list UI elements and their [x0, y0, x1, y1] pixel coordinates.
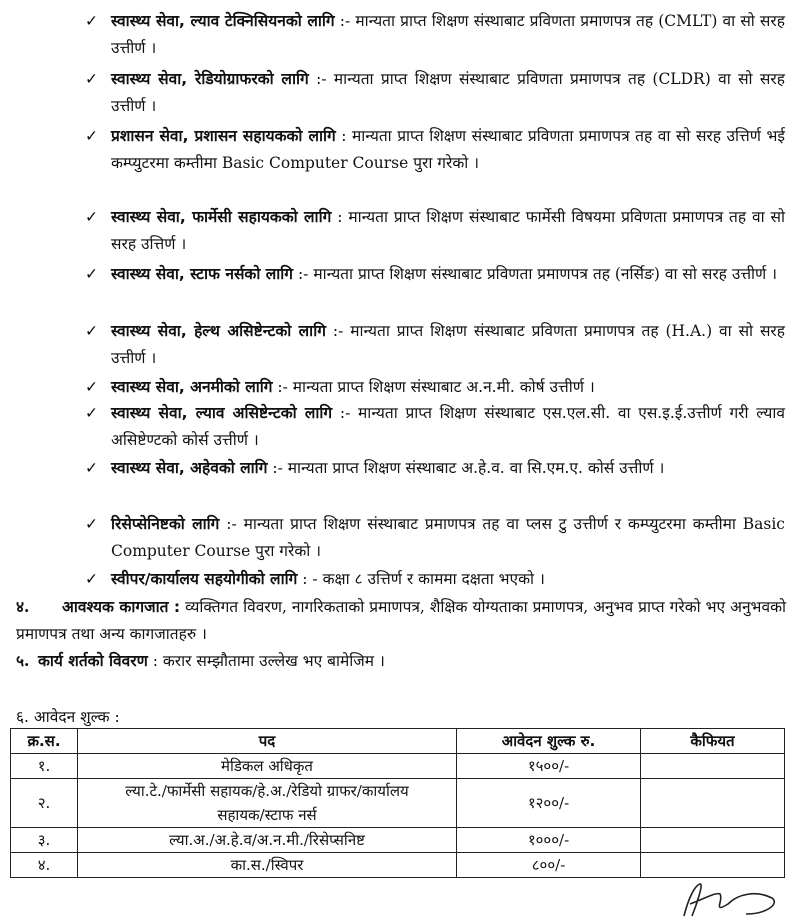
cell-fee: १०००/- [457, 828, 641, 853]
cell-post: ल्या.टे./फार्मेसी सहायक/हे.अ./रेडियो ग्राफर/कार्यालय सहायक/स्टाफ नर्स [78, 779, 457, 828]
item-text: : मान्यता प्राप्त शिक्षण संस्थाबाट फार्मेसी विषयमा प्रविणता प्रमाणपत्र तह वा सो सरह उत्तिर्ण । [111, 208, 785, 253]
cell-fee: १५००/- [457, 754, 641, 779]
item-label: स्वास्थ्य सेवा, अहेवको लागि [111, 459, 268, 477]
item-label: स्वास्थ्य सेवा, अनमीको लागि [111, 378, 273, 396]
item-text: :- मान्यता प्राप्त शिक्षण संस्थाबाट एस.एल.सी. वा एस.इ.ई.उत्तीर्ण गरी ल्याव असिष्टेण्टको कोर्स उत्तीर्ण । [111, 404, 785, 449]
list-item [85, 261, 785, 288]
item-text: :- मान्यता प्राप्त शिक्षण संस्थाबाट प्रविणता प्रमाणपत्र तह (CLDR) वा सो सरह उत्तीर्ण । [111, 70, 785, 115]
table-row [11, 853, 785, 878]
check-icon: ✓ [85, 459, 98, 477]
list-item [85, 511, 785, 565]
item-text: :- मान्यता प्राप्त शिक्षण संस्थाबाट अ.न.मी. कोर्ष उत्तीर्ण । [277, 378, 595, 396]
list-item [85, 204, 785, 258]
cell-sn: ४. [11, 853, 78, 878]
check-icon: ✓ [85, 570, 98, 588]
table-header-row [11, 729, 785, 754]
item-text: :- मान्यता प्राप्त शिक्षण संस्थाबाट प्रमाणपत्र तह वा प्लस टु उत्तीर्ण र कम्प्युटरमा कम्तीमा Basic Computer Course पुरा गरेको । [111, 515, 785, 560]
item-text: :- मान्यता प्राप्त शिक्षण संस्थाबाट प्रविणता प्रमाणपत्र तह (नर्सिङ) वा सो सरह उत्तीर्ण । [297, 265, 778, 283]
item-label: स्वास्थ्य सेवा, ल्याव असिष्टेन्टको लागि [111, 404, 333, 422]
item-label: स्वास्थ्य सेवा, फार्मेसी सहायकको लागि [111, 208, 332, 226]
check-icon: ✓ [85, 265, 98, 283]
cell-remark [641, 779, 785, 828]
item-text: :- मान्यता प्राप्त शिक्षण संस्थाबाट प्रविणता प्रमाणपत्र तह (H.A.) वा सो सरह उत्तीर्ण । [111, 322, 785, 367]
item-label: रिसेप्सेनिष्टको लागि [111, 515, 220, 533]
item-text: :- मान्यता प्राप्त शिक्षण संस्थाबाट अ.हे.व. वा सि.एम.ए. कोर्स उत्तीर्ण । [272, 459, 665, 477]
list-item [85, 455, 785, 482]
signature [676, 880, 786, 918]
item-text: : मान्यता प्राप्त शिक्षण संस्थाबाट प्रविणता प्रमाणपत्र तह वा सो सरह उत्तिर्ण भई कम्प्युटरमा कम्तीमा Basic Computer Course पुरा गरेको । [111, 127, 785, 172]
check-icon: ✓ [85, 322, 98, 340]
section-application-fee-title: ६. आवेदन शुल्क : [16, 708, 120, 726]
list-item [85, 374, 785, 401]
item-label: प्रशासन सेवा, प्रशासन सहायकको लागि [111, 127, 336, 145]
section-text: : करार सम्झौतामा उल्लेख भए बामेजिम । [152, 652, 385, 670]
section-text: व्यक्तिगत विवरण, नागरिकताको प्रमाणपत्र, शैक्षिक योग्यताका प्रमाणपत्र, अनुभव प्राप्त गरेको भए अनुभवको प्रमाणपत्र तथा अन्य कागजातहरु । [16, 598, 786, 643]
list-item [85, 66, 785, 120]
check-icon: ✓ [85, 378, 98, 396]
check-icon: ✓ [85, 70, 98, 88]
table-row [11, 754, 785, 779]
section-required-documents [16, 593, 786, 648]
check-icon: ✓ [85, 127, 98, 145]
list-item [85, 318, 785, 372]
cell-post: मेडिकल अधिकृत [78, 754, 457, 779]
item-label: स्वीपर/कार्यालय सहयोगीको लागि [111, 570, 298, 588]
cell-remark [641, 853, 785, 878]
item-label: स्वास्थ्य सेवा, स्टाफ नर्सको लागि [111, 265, 294, 283]
cell-fee: १२००/- [457, 779, 641, 828]
cell-sn: २. [11, 779, 78, 828]
check-icon: ✓ [85, 515, 98, 533]
header-sn: क्र.स. [11, 729, 78, 754]
table-row [11, 828, 785, 853]
item-text: : - कक्षा ८ उत्तिर्ण र काममा दक्षता भएको । [302, 570, 545, 588]
section-number: ४. [16, 597, 30, 616]
fee-table [10, 728, 785, 878]
table-row [11, 779, 785, 828]
header-fee: आवेदन शुल्क रु. [457, 729, 641, 754]
cell-remark [641, 754, 785, 779]
check-icon: ✓ [85, 12, 98, 30]
item-text: :- मान्यता प्राप्त शिक्षण संस्थाबाट प्रविणता प्रमाणपत्र तह (CMLT) वा सो सरह उत्तीर्ण । [111, 12, 785, 57]
check-icon: ✓ [85, 208, 98, 226]
list-item [85, 400, 785, 454]
list-item [85, 8, 785, 62]
cell-sn: १. [11, 754, 78, 779]
list-item [85, 566, 785, 593]
cell-post: ल्या.अ./अ.हे.व/अ.न.मी./रिसेप्सनिष्ट [78, 828, 457, 853]
header-remarks: कैफियत [641, 729, 785, 754]
item-label: स्वास्थ्य सेवा, ल्याव टेक्निसियनको लागि [111, 12, 335, 30]
section-work-conditions [16, 647, 786, 675]
check-icon: ✓ [85, 404, 98, 422]
section-label: आवश्यक कागजात : [62, 598, 181, 616]
item-label: स्वास्थ्य सेवा, रेडियोग्राफरको लागि [111, 70, 309, 88]
cell-remark [641, 828, 785, 853]
list-item [85, 123, 785, 177]
section-label: कार्य शर्तको विवरण [38, 652, 148, 670]
cell-fee: ८००/- [457, 853, 641, 878]
header-post: पद [78, 729, 457, 754]
section-number: ५. [16, 651, 30, 670]
item-label: स्वास्थ्य सेवा, हेल्थ असिष्टेन्टको लागि [111, 322, 326, 340]
cell-sn: ३. [11, 828, 78, 853]
cell-post: का.स./स्विपर [78, 853, 457, 878]
